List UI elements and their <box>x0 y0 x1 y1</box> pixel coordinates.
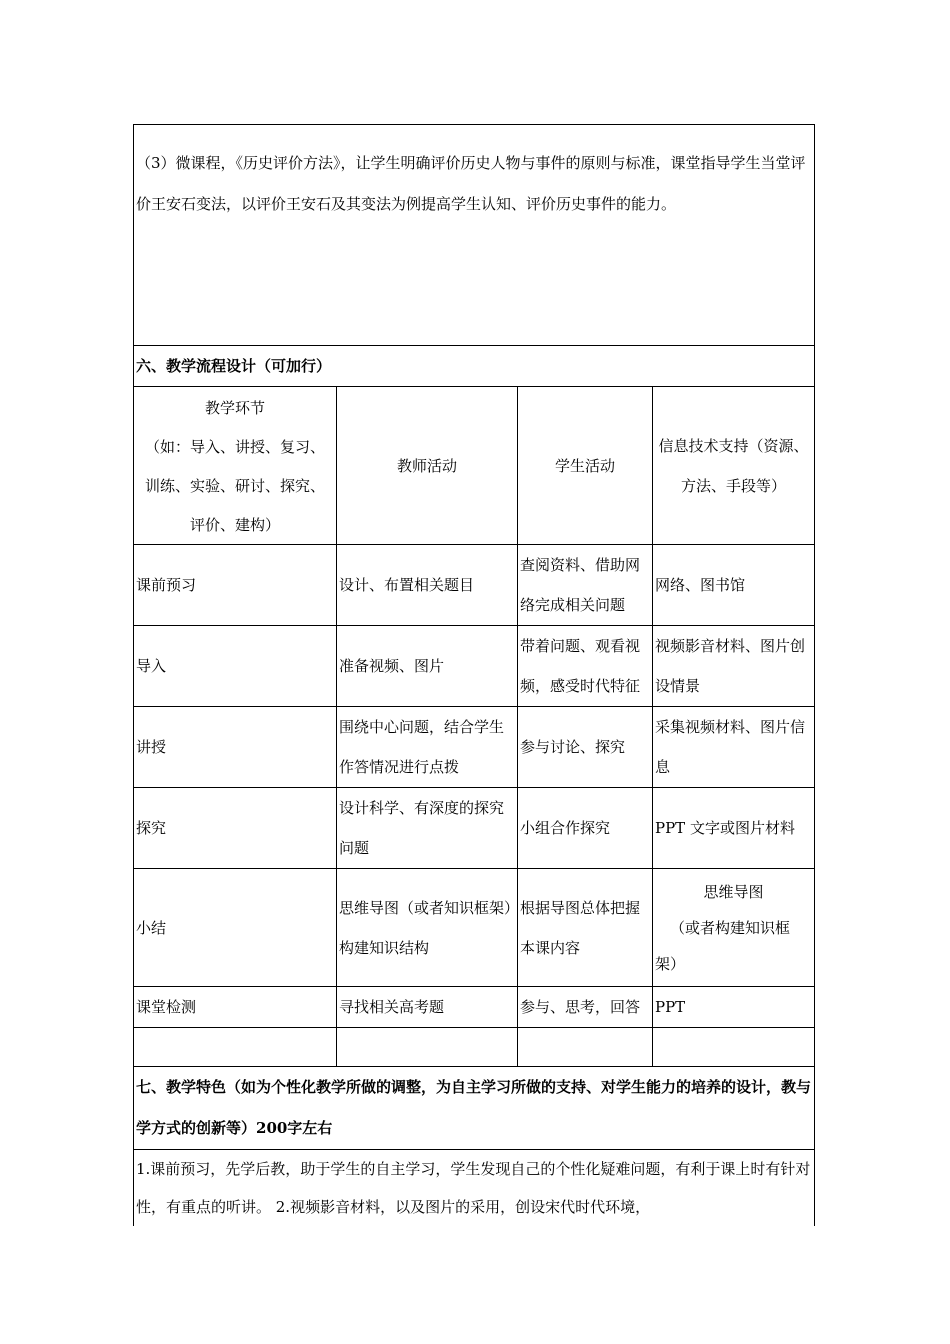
empty-row <box>134 1028 815 1067</box>
row-tech: 视频影音材料、图片创设情景 <box>653 626 815 707</box>
row-tech: 网络、图书馆 <box>653 545 815 626</box>
section7-row <box>134 1067 815 1150</box>
row-student: 根据导图总体把握本课内容 <box>518 869 653 987</box>
row-student: 参与讨论、探究 <box>518 707 653 788</box>
row-tech-line1: 思维导图 <box>703 882 764 901</box>
header-stage-line2: （如：导入、讲授、复习、 <box>144 437 325 456</box>
row-stage: 讲授 <box>134 707 337 788</box>
header-stage-line3: 训练、实验、研讨、探究、 <box>144 476 325 495</box>
table-row <box>134 626 815 707</box>
table-row <box>134 869 815 987</box>
row-stage: 导入 <box>134 626 337 707</box>
row-stage: 课堂检测 <box>134 987 337 1028</box>
table-row <box>134 707 815 788</box>
row-student: 带着问题、观看视频，感受时代特征 <box>518 626 653 707</box>
empty-cell <box>653 1028 815 1067</box>
row-teacher: 寻找相关高考题 <box>337 987 518 1028</box>
row-tech: 采集视频材料、图片信息 <box>653 707 815 788</box>
empty-cell <box>337 1028 518 1067</box>
section7-text-row <box>134 1150 815 1227</box>
empty-cell <box>518 1028 653 1067</box>
section7-text: 1.课前预习，先学后教，助于学生的自主学习，学生发现自己的个性化疑难问题，有利于课上时有针对性，有重点的听讲。 2.视频影音材料，以及图片的采用，创设宋代时代环境， <box>134 1150 815 1227</box>
empty-cell <box>134 1028 337 1067</box>
row-student: 查阅资料、借助网络完成相关问题 <box>518 545 653 626</box>
header-stage <box>134 387 337 545</box>
header-tech: 信息技术支持（资源、方法、手段等） <box>653 387 815 545</box>
row-teacher: 准备视频、图片 <box>337 626 518 707</box>
row-tech-line2: （或者构建知识框架） <box>655 918 791 973</box>
section6-title: 六、教学流程设计（可加行） <box>134 346 815 387</box>
table-row <box>134 788 815 869</box>
row-stage: 探究 <box>134 788 337 869</box>
table-header-row <box>134 387 815 545</box>
header-stage-line1: 教学环节 <box>204 398 265 417</box>
header-stage-line4: 评价、建构） <box>189 515 280 534</box>
row-teacher: 设计、布置相关题目 <box>337 545 518 626</box>
row-teacher: 设计科学、有深度的探究问题 <box>337 788 518 869</box>
row-student: 参与、思考，回答 <box>518 987 653 1028</box>
row-tech: PPT <box>653 987 815 1028</box>
row-tech: PPT 文字或图片材料 <box>653 788 815 869</box>
table-row <box>134 987 815 1028</box>
row-teacher: 围绕中心问题，结合学生作答情况进行点拨 <box>337 707 518 788</box>
section6-row <box>134 346 815 387</box>
row-teacher: 思维导图（或者知识框架）构建知识结构 <box>337 869 518 987</box>
intro-text: （3）微课程，《历史评价方法》，让学生明确评价历史人物与事件的原则与标准，课堂指导学生当堂评价王安石变法，以评价王安石及其变法为例提高学生认知、评价历史事件的能力。 <box>134 125 815 346</box>
row-stage: 课前预习 <box>134 545 337 626</box>
row-tech <box>653 869 815 987</box>
header-teacher: 教师活动 <box>337 387 518 545</box>
section7-title: 七、教学特色（如为个性化教学所做的调整，为自主学习所做的支持、对学生能力的培养的设计，教与学方式的创新等）200字左右 <box>134 1067 815 1150</box>
row-stage: 小结 <box>134 869 337 987</box>
header-student: 学生活动 <box>518 387 653 545</box>
row-student: 小组合作探究 <box>518 788 653 869</box>
intro-row <box>134 125 815 346</box>
table-row <box>134 545 815 626</box>
lesson-plan-table <box>133 124 815 1226</box>
